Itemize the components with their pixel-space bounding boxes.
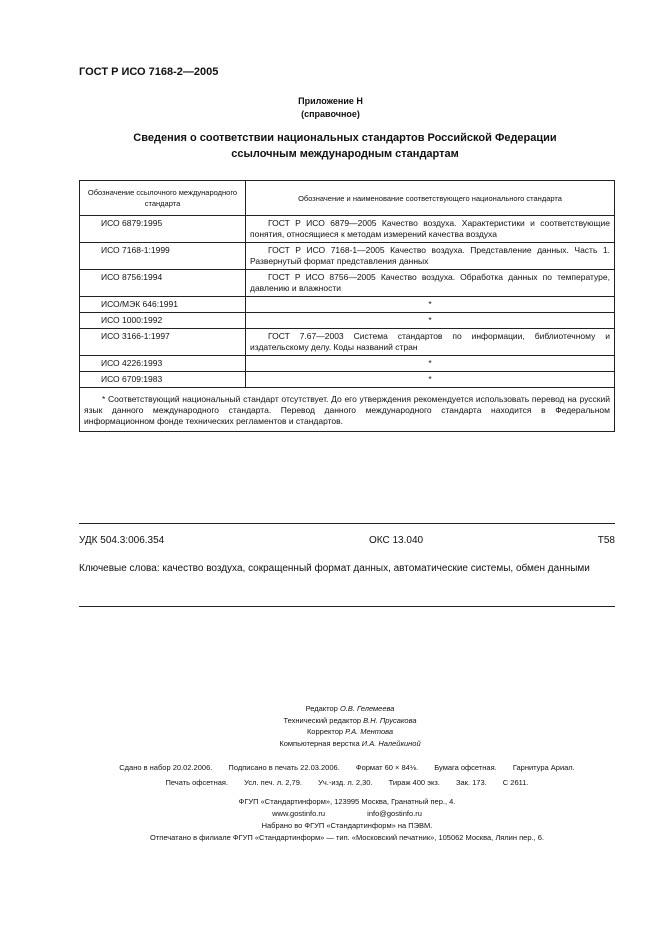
- column-header-reference: Обозначение ссылочного международного стандарта: [80, 181, 246, 216]
- table-row: [80, 372, 615, 388]
- credit-corrector: [200, 726, 500, 738]
- print-info-line-2: [79, 775, 615, 790]
- document-id: ГОСТ Р ИСО 7168-2—2005: [79, 66, 219, 78]
- publisher-contacts: [79, 808, 615, 820]
- print-info-item: Подписано в печать 22.03.2006.: [228, 763, 340, 772]
- oks-code: ОКС 13.040: [369, 535, 424, 546]
- print-info-item: Уч.-изд. л. 2,30.: [318, 778, 373, 787]
- print-info-item: Гарнитура Ариал.: [512, 763, 575, 772]
- credit-tech-editor: [200, 715, 500, 727]
- national-standard: ГОСТ Р ИСО 8756—2005 Качество воздуха. Обработка данных по температуре, давлению и влажности: [246, 270, 615, 297]
- reference-standard: ИСО 6879:1995: [80, 216, 246, 243]
- national-standard: ГОСТ Р ИСО 6879—2005 Качество воздуха. Характеристики и соответствующие понятия, относящиеся к методам измерений качества воздуха: [246, 216, 615, 243]
- print-info-item: Печать офсетная.: [165, 778, 229, 787]
- group-code: Т58: [597, 535, 615, 546]
- credit-label: Редактор: [305, 704, 338, 713]
- print-info-item: Формат 60 × 84⅛.: [355, 763, 419, 772]
- reference-table: [79, 180, 615, 432]
- national-standard: *: [246, 313, 615, 329]
- credit-name: О.В. Гелемеева: [339, 704, 395, 713]
- national-standard: *: [246, 356, 615, 372]
- reference-standard: ИСО 3166-1:1997: [80, 329, 246, 356]
- publisher-typeset: Набрано во ФГУП «Стандартинформ» на ПЭВМ.: [261, 821, 433, 830]
- national-standard: *: [246, 372, 615, 388]
- table-row: [80, 216, 615, 243]
- national-standard: *: [246, 297, 615, 313]
- table-footnote: * Соответствующий национальный стандарт отсутствует. До его утверждения рекомендуется использовать перевод на русский язык данного международного стандарта. Перевод данного международного стандарта находится в Федеральном информационном фонде технических регламентов и стандартов.: [80, 388, 615, 432]
- table-row: [80, 329, 615, 356]
- reference-standard: ИСО/МЭК 646:1991: [80, 297, 246, 313]
- annex-title-line-2: ссылочным международным стандартам: [231, 148, 459, 160]
- national-standard: ГОСТ 7.67—2003 Система стандартов по информации, библиотечному и издательскому делу. Коды названий стран: [246, 329, 615, 356]
- publisher-printed: Отпечатано в филиале ФГУП «Стандартинформ» — тип. «Московский печатник», 105062 Москва, Лялин пер., 6.: [149, 833, 545, 842]
- credit-name: И.А. Налейкиной: [361, 738, 421, 748]
- table-row: [80, 270, 615, 297]
- table-row: [80, 356, 615, 372]
- annex-title: [100, 130, 590, 162]
- column-header-national: Обозначение и наименование соответствующего национального стандарта: [246, 181, 615, 216]
- credits: [200, 703, 500, 749]
- credit-layout: [200, 738, 500, 750]
- print-info-line-1: [79, 760, 615, 775]
- table-row: [80, 297, 615, 313]
- publisher-email: info@gostinfo.ru: [367, 809, 422, 818]
- reference-standard: ИСО 8756:1994: [80, 270, 246, 297]
- print-info-item: Бумага офсетная.: [434, 763, 497, 772]
- print-info-item: Усл. печ. л. 2,79.: [244, 778, 302, 787]
- print-info-item: Тираж 400 экз.: [388, 778, 440, 787]
- credit-label: Корректор: [306, 727, 344, 736]
- credit-editor: [200, 703, 500, 715]
- print-info-item: Сдано в набор 20.02.2006.: [119, 763, 213, 772]
- table-header-row: [80, 181, 615, 216]
- divider-bottom: [79, 606, 615, 607]
- publisher-address: ФГУП «Стандартинформ», 123995 Москва, Гранатный пер., 4.: [238, 797, 456, 806]
- annex-kind: (справочное): [301, 109, 360, 119]
- credit-name: Р.А. Ментова: [345, 727, 394, 736]
- table-footnote-row: [80, 388, 615, 432]
- credit-name: В.Н. Прусакова: [363, 715, 417, 725]
- reference-standard: ИСО 1000:1992: [80, 313, 246, 329]
- divider-top: [79, 523, 615, 524]
- keywords: Ключевые слова: качество воздуха, сокращенный формат данных, автоматические системы, обмен данными: [79, 563, 590, 574]
- print-info-item: С 2611.: [502, 778, 529, 787]
- reference-standard: ИСО 6709:1983: [80, 372, 246, 388]
- national-standard: ГОСТ Р ИСО 7168-1—2005 Качество воздуха. Представление данных. Часть 1. Развернутый формат представления данных: [246, 243, 615, 270]
- print-info-item: Зак. 173.: [455, 778, 487, 787]
- udk-code: УДК 504.3:006.354: [79, 535, 165, 546]
- table-row: [80, 243, 615, 270]
- annex-name: Приложение Н: [298, 96, 363, 106]
- credit-label: Компьютерная верстка: [279, 738, 360, 748]
- credit-label: Технический редактор: [283, 715, 362, 725]
- reference-standard: ИСО 7168-1:1999: [80, 243, 246, 270]
- print-info: [79, 760, 615, 790]
- reference-standard: ИСО 4226:1993: [80, 356, 246, 372]
- table-row: [80, 313, 615, 329]
- publisher-website: www.gostinfo.ru: [272, 809, 326, 818]
- publisher-info: [79, 796, 615, 844]
- annex-title-line-1: Сведения о соответствии национальных стандартов Российской Федерации: [133, 132, 557, 144]
